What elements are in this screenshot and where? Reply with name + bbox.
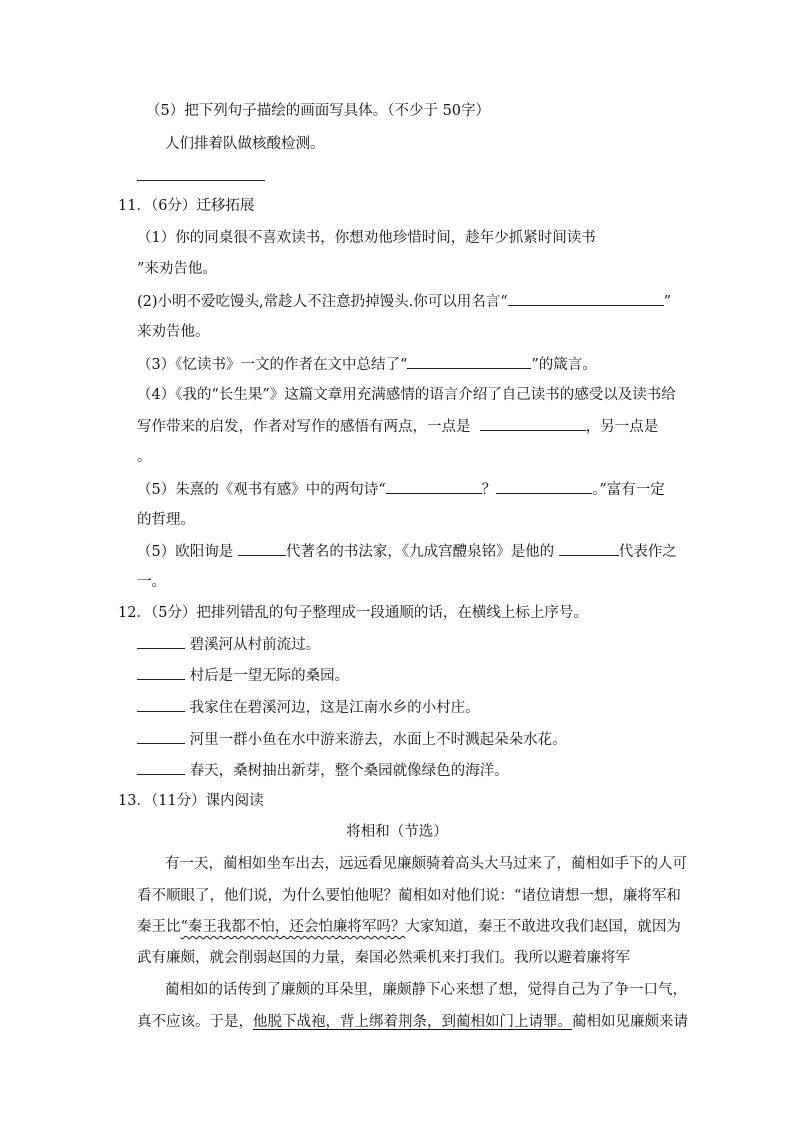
- passage-line: [137, 1012, 688, 1032]
- answer-line[interactable]: [137, 180, 265, 181]
- q11-item5-line1: [137, 479, 665, 500]
- q11-item4-line1: （4）《我的“长生果”》这篇文章用充满感情的语言介绍了自己读书的感受以及读书给: [137, 387, 676, 403]
- list-item: [137, 729, 567, 750]
- sentence-text: 碧溪河从村前流过。: [189, 637, 321, 653]
- answer-blank[interactable]: [508, 291, 664, 306]
- sentence-text: 我家住在碧溪河边，这是江南水乡的小村庄。: [189, 700, 480, 716]
- list-item: [137, 665, 349, 686]
- passage-line: [137, 917, 681, 937]
- passage-text: 秦王比: [137, 919, 181, 935]
- passage-text: 大家知道，秦王不敢进攻我们赵国，就因为: [405, 919, 681, 935]
- passage-text: 蔺相如见廉颇来请: [572, 1014, 688, 1030]
- list-item: [137, 634, 320, 655]
- order-blank[interactable]: [137, 760, 185, 775]
- q13-title: 13．（11分）课内阅读: [118, 793, 264, 809]
- passage-line: 蔺相如的话传到了廉颇的耳朵里，廉颇静下心来想了想，觉得自己为了争一口气，: [165, 982, 687, 998]
- sentence-text: 村后是一望无际的桑园。: [189, 668, 350, 684]
- q11-item4-line3: 。: [137, 449, 152, 465]
- passage-text: 真不应该。于是，: [137, 1014, 253, 1030]
- wavy-underlined-text: “秦王我都不怕，还会怕廉将军吗？: [180, 919, 406, 935]
- passage-line: 有一天，蔺相如坐车出去，远远看见廉颇骑着高头大马过来了，蔺相如手下的人可: [165, 856, 687, 872]
- q11-item1-line1: （1）你的同桌很不喜欢读书，你想劝他珍惜时间，趁年少抓紧时间读书: [137, 230, 596, 246]
- answer-blank[interactable]: [480, 416, 586, 431]
- q11-item5-q: ？: [481, 482, 497, 498]
- passage-title: 将相和（节选）: [346, 824, 448, 840]
- q11-item2-text: (2)小明不爱吃馒头,常趁人不注意扔掉馒头.你可以用名言“: [137, 294, 508, 310]
- q11-item6-line2: 一。: [137, 574, 166, 590]
- sentence-text: 河里一群小鱼在水中游来游去，水面上不时溅起朵朵水花。: [189, 732, 567, 748]
- q11-item5-line2: 的哲理。: [137, 512, 195, 528]
- q11-item6-text2: 代著名的书法家，《九成宫醴泉铭》是他的: [285, 544, 555, 560]
- q11-item3-end: ”的箴言。: [531, 357, 597, 373]
- order-blank[interactable]: [137, 665, 185, 680]
- order-blank[interactable]: [137, 634, 185, 649]
- q11-item3: [137, 354, 597, 375]
- q11-item5-text: （5）朱熹的《观书有感》中的两句诗“: [137, 482, 386, 498]
- q11-item4-text: 写作带来的启发，作者对写作的感悟有两点，一点是: [137, 419, 471, 435]
- answer-blank[interactable]: [559, 541, 619, 556]
- q11-item3-text: （3）《忆读书》一文的作者在文中总结了“: [137, 357, 408, 373]
- answer-blank[interactable]: [407, 354, 531, 369]
- order-blank[interactable]: [137, 697, 185, 712]
- list-item: [137, 760, 509, 781]
- list-item: [137, 697, 480, 718]
- q11-item4-text2: ，另一点是: [585, 419, 659, 435]
- q11-item2-line2: 来劝告他。: [137, 324, 210, 340]
- sentence-text: 春天，桑树抽出新芽，整个桑园就像绿色的海洋。: [189, 763, 509, 779]
- q10-5-sentence: 人们排着队做核酸检测。: [165, 136, 325, 152]
- order-blank[interactable]: [137, 729, 185, 744]
- q11-item2-close: ”: [663, 294, 672, 310]
- underlined-text: 他脱下战袍，背上绑着荆条，到蔺相如门上请罪。: [253, 1014, 572, 1030]
- q11-item6-text: （5）欧阳询是: [137, 544, 234, 560]
- q11-item1-line2: ”来劝告他。: [137, 261, 217, 277]
- answer-blank[interactable]: [238, 541, 286, 556]
- q11-item5-end: 。”富有一定: [592, 482, 665, 498]
- q11-item4-line2: [137, 416, 658, 437]
- q11-item6-line1: [137, 541, 677, 562]
- answer-blank[interactable]: [386, 479, 482, 494]
- q10-5-prompt: （5）把下列句子描绘的画面写具体。（不少于 50字）: [146, 103, 491, 119]
- answer-blank[interactable]: [496, 479, 592, 494]
- q11-item2-line1: [137, 291, 671, 312]
- passage-line: 武有廉颇，就会削弱赵国的力量，秦国必然乘机来打我们。我所以避着廉将军: [137, 950, 630, 966]
- q12-title: 12．（5分）把排列错乱的句子整理成一段通顺的话，在横线上标上序号。: [118, 605, 588, 621]
- passage-line: 看不顺眼了，他们说，为什么要怕他呢？蔺相如对他们说：“诸位请想一想，廉将军和: [137, 888, 681, 904]
- q11-item6-text3: 代表作之: [618, 544, 677, 560]
- q11-title: 11．（6分）迁移拓展: [118, 198, 255, 214]
